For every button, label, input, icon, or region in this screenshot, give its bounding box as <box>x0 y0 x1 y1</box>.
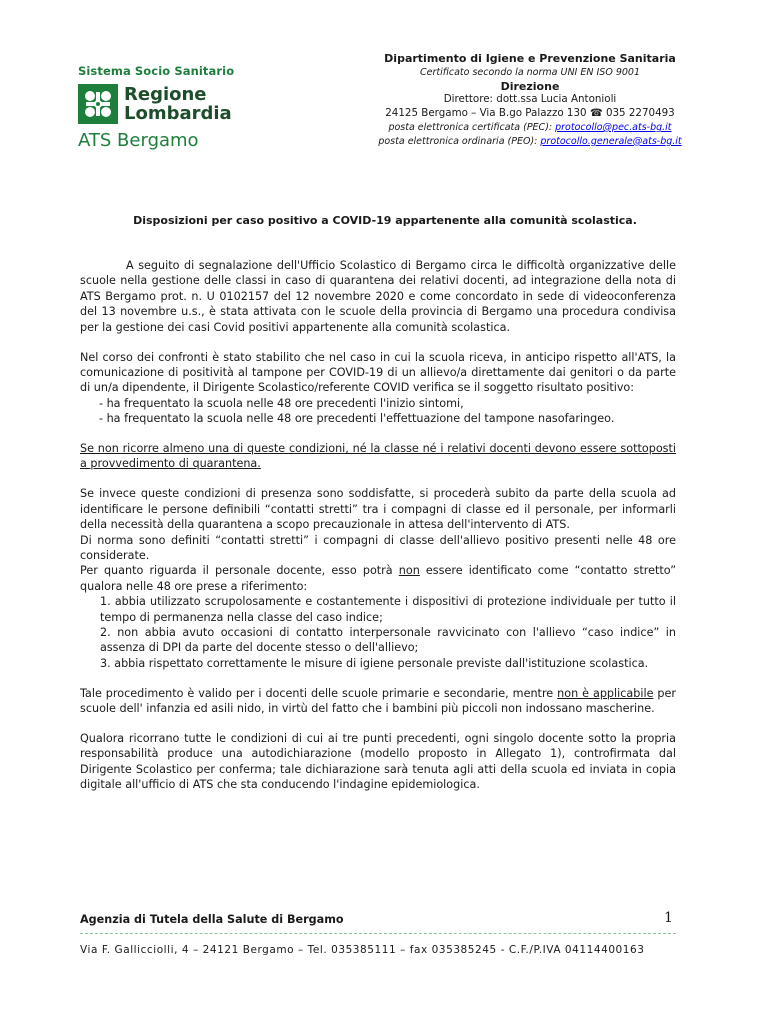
paragraph-teachers <box>80 563 676 594</box>
criterion-1: 1. abbia utilizzato scrupolosamente e costantemente i dispositivi di protezione individuale per tutto il tempo di permanenza nella classe del caso indice; <box>100 595 676 624</box>
document-title: Disposizioni per caso positivo a COVID-19 appartenente alla comunità scolastica. <box>133 214 637 227</box>
peo-label: posta elettronica ordinaria (PEO): <box>378 135 541 147</box>
footer-address: Via F. Gallicciolli, 4 – 24121 Bergamo – Tel. 035385111 – fax 035385245 - C.F./P.IVA 04114400163 <box>80 944 645 956</box>
condition-swab: - ha frequentato la scuola nelle 48 ore precedenti l'effettuazione del tampone nasofaringeo. <box>99 412 615 426</box>
paragraph-procedure: Nel corso dei confronti è stato stabilito che nel caso in cui la scuola riceva, in anticipo rispetto all'ATS, la comunicazione di positività al tampone per COVID-19 di un allievo/a direttamente dai genitori o da parte di un/a dipendente, il Dirigente Scolastico/referente COVID verifica se il soggetto risultato positivo: <box>80 350 676 395</box>
address-phone: 24125 Bergamo – Via B.go Palazzo 130 ☎ 035 2270493 <box>385 107 675 120</box>
region-line-2: Lombardia <box>124 103 232 124</box>
system-name: Sistema Socio Sanitario <box>78 64 235 78</box>
letterhead <box>320 52 740 149</box>
teachers-text-2: essere identificato come “contatto stretto” qualora nelle 48 ore prese a riferimento: <box>80 564 677 593</box>
pec-line <box>320 121 740 135</box>
footer-agency-name: Agenzia di Tutela della Salute di Bergamo <box>80 913 344 926</box>
lombardia-rose-icon <box>78 84 118 124</box>
director: Direttore: dott.ssa Lucia Antonioli <box>443 93 617 106</box>
pec-email-link[interactable]: protocollo@pec.ats-bg.it <box>555 121 672 133</box>
paragraph-close-contacts: Se invece queste condizioni di presenza sono soddisfatte, si procederà subito da parte della scuola ad identificare le persone definibili “contatti stretti” tra i compagni di classe ed il personale, per informarli della necessità della quarantena a scopo precauzionale in attesa dell'intervento di ATS. <box>80 487 676 532</box>
paragraph-contact-definition: Di norma sono definiti “contatti stretti” i compagni di classe dell'allievo positivo presenti nelle 48 ore considerate. <box>80 533 676 562</box>
region-name <box>124 85 232 123</box>
certification: Certificato secondo la norma UNI EN ISO 9001 <box>419 66 641 78</box>
agency-short-name: ATS Bergamo <box>78 130 199 151</box>
document-body <box>80 258 676 793</box>
paragraph-self-declaration: Qualora ricorrano tutte le condizioni di cui ai tre punti precedenti, ogni singolo docente sotto la propria responsabilità produce una autodichiarazione (modello proposto in Allegato 1), controfirmata dal Dirigente Scolastico per conferma; tale dichiarazione sarà tenuta agli atti della scuola ed inviata in copia digitale all'ufficio di ATS che sta conducendo l'indagine epidemiologica. <box>80 732 676 792</box>
paragraph-applicability <box>80 686 676 717</box>
pec-label: posta elettronica certificata (PEC): <box>388 121 556 133</box>
region-line-1: Regione <box>124 84 207 105</box>
section-name: Direzione <box>500 79 560 93</box>
peo-line <box>320 135 740 149</box>
teachers-non-underlined: non <box>398 564 420 578</box>
criterion-3: 3. abbia rispettato correttamente le misure di igiene personale previste dall'istituzione scolastica. <box>100 656 649 670</box>
condition-symptoms: - ha frequentato la scuola nelle 48 ore precedenti l'inizio sintomi, <box>99 396 464 410</box>
department-name: Dipartimento di Igiene e Prevenzione Sanitaria <box>384 52 676 65</box>
ats-logo <box>78 64 238 151</box>
paragraph-no-quarantine: Se non ricorre almeno una di queste condizioni, né la classe né i relativi docenti devono essere sottoposti a provvedimento di quarantena. <box>80 442 676 471</box>
criterion-2: 2. non abbia avuto occasioni di contatto interpersonale ravvicinato con l'allievo “caso indice” in assenza di DPI da parte del docente stesso o dell'allievo; <box>100 626 676 655</box>
peo-email-link[interactable]: protocollo.generale@ats-bg.it <box>540 135 682 147</box>
regione-lombardia-mark <box>78 84 238 124</box>
footer-divider <box>80 933 676 934</box>
applicability-underlined: non è applicabile <box>557 686 654 700</box>
page-number: 1 <box>664 910 673 926</box>
applicability-text-2: per scuole dell' infanzia ed asili nido, in virtù del fatto che i bambini più piccoli non indossano mascherine. <box>80 686 676 716</box>
teachers-text-1: Per quanto riguarda il personale docente, esso potrà <box>80 564 399 578</box>
paragraph-intro: A seguito di segnalazione dell'Ufficio Scolastico di Bergamo circa le difficoltà organizzative delle scuole nella gestione delle classi in caso di quarantena dei relativi docenti, ad integrazione della nota di ATS Bergamo prot. n. U 0102157 del 12 novembre 2020 e come concordato in sede di videoconferenza del 13 novembre u.s., è stata attivata con le scuole della provincia di Bergamo una procedura condivisa per la gestione dei casi Covid positivi appartenente alla comunità scolastica. <box>80 259 676 334</box>
applicability-text-1: Tale procedimento è valido per i docenti delle scuole primarie e secondarie, mentre <box>80 686 558 700</box>
